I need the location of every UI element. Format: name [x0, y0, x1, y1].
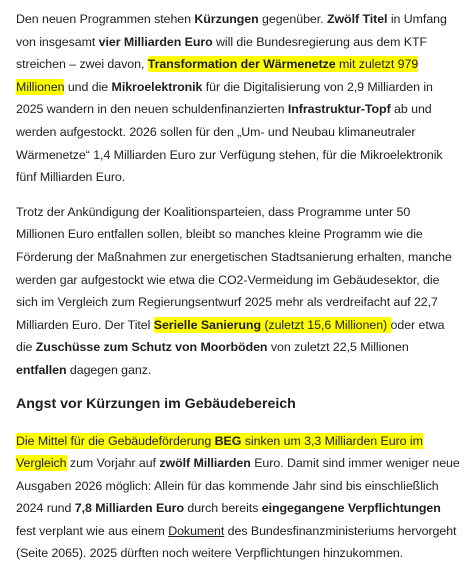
text: fest verplant wie aus einem — [16, 524, 168, 538]
text: Die Mittel für die Gebäudeförderung — [16, 434, 215, 448]
text: durch bereits — [184, 501, 262, 515]
text: gegenüber. — [259, 12, 327, 26]
bold-text: eingegangene Verpflichtungen — [262, 501, 441, 515]
text: für die Digitalisierung von 2,9 Milliarden in 2025 wandern in den neuen schuldenfinanzierten — [16, 80, 433, 117]
bold-text: 7,8 Milliarden Euro — [75, 501, 184, 515]
text: Den neuen Programmen stehen — [16, 12, 194, 26]
bold-text: Zwölf Titel — [327, 12, 387, 26]
paragraph-cuts-overview — [16, 8, 462, 189]
section-heading: Angst vor Kürzungen im Gebäudebereich — [16, 394, 462, 414]
bold-text: BEG — [215, 434, 242, 448]
text: ab und werden aufgestockt. 2026 sollen für den „Um- und Neubau klimaneutraler Wärmenetze“ 1,4 Milliarden Euro zur Verfügung stehen, für die Mikroelektronik fünf Milliarden Euro. — [16, 102, 443, 184]
text: zum Vorjahr auf — [67, 456, 160, 470]
text: oder etwa die — [16, 318, 444, 355]
text: in Umfang von insgesamt — [16, 12, 447, 49]
bold-text: Kürzungen — [194, 12, 258, 26]
text: und die — [64, 80, 111, 94]
bold-text: vier Milliarden Euro — [99, 35, 213, 49]
text: sinken um 3,3 Milliarden Euro im Vergleich — [16, 434, 423, 471]
text: Euro. Damit sind immer weniger neue Ausgaben 2026 möglich: Allein für das kommende Jahr sind bis einschließlich 2024 rund — [16, 456, 460, 515]
text: mit zuletzt 979 Millionen — [16, 57, 418, 94]
text: des Bundesfinanzministeriums hervorgeht (Seite 2065). 2025 dürften noch weitere Verpflichtungen hinzukommen. — [16, 524, 456, 561]
article-body — [16, 8, 462, 565]
document-link[interactable]: Dokument — [168, 524, 224, 538]
bold-text: Serielle Sanierung — [154, 318, 261, 332]
bold-text: Transformation der Wärmenetze — [148, 57, 336, 71]
bold-text: zwölf Milliarden — [159, 456, 250, 470]
text: will die Bundesregierung aus dem KTF streichen – zwei davon, — [16, 35, 427, 72]
text: von zuletzt 22,5 Millionen — [267, 340, 408, 354]
bold-text: Zuschüsse zum Schutz von Moorböden — [36, 340, 268, 354]
highlight-serielle-sanierung — [154, 317, 391, 333]
paragraph-beg-funding — [16, 430, 462, 565]
text: Trotz der Ankündigung der Koalitionsparteien, dass Programme unter 50 Millionen Euro entfallen sollen, bleibt so manches kleine Programm wie die Förderung der Maßnahmen zur energetischen Stadtsanierung erhalten, manche werden gar aufgestockt wie etwa die CO2-Vermeidung im Gebäudesektor, die sich im Vergleich zum Regierungsentwurf 2025 mehr als verdreifacht auf 22,7 Milliarden Euro. Der Titel — [16, 205, 452, 332]
paragraph-small-programs — [16, 201, 462, 382]
text: (zuletzt 15,6 Millionen) — [261, 318, 391, 332]
bold-text: Infrastruktur-Topf — [288, 102, 391, 116]
bold-text: entfallen — [16, 363, 67, 377]
bold-text: Mikroelektronik — [112, 80, 203, 94]
text: dagegen ganz. — [67, 363, 152, 377]
